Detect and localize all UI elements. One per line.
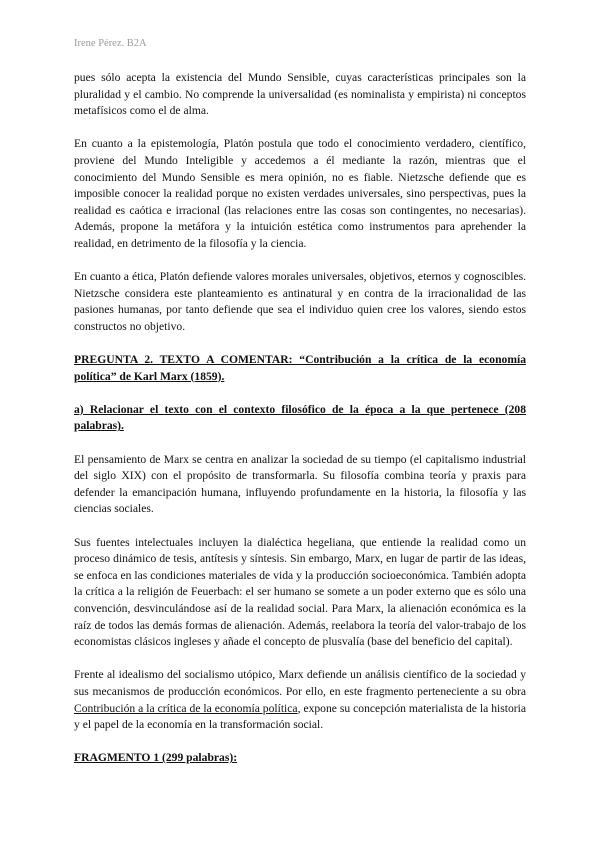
- paragraph-3: En cuanto a ética, Platón defiende valores morales universales, objetivos, eternos y cognoscibles. Nietzsche considera este planteamiento es antinatural y en contra de la irracionalidad de las pasiones humanas, por tanto defiende que sea el individuo quien cree los valores, siendo estos constructos no objetivo.: [74, 270, 526, 333]
- question-heading: PREGUNTA 2. TEXTO A COMENTAR: “Contribución a la crítica de la economía política” de Karl Marx (1859).: [74, 353, 526, 383]
- subquestion-heading: a) Relacionar el texto con el contexto filosófico de la época a la que pertenece (208 palabras).: [74, 402, 526, 433]
- paragraph-2: En cuanto a la epistemología, Platón postula que todo el conocimiento verdadero, científico, proviene del Mundo Inteligible y accedemos a él mediante la razón, mientras que el conocimiento del Mundo Sensible es mera opinión, no es fiable. Nietzsche defiende que es imposible conocer la realidad porque no existen verdades universales, sino perspectivas, pues la realidad es caótica e irracional (las relaciones entre las cosas son contingentes, no necesarias). Además, propone la metáfora y la intuición estética como instrumentos para aprehender la realidad, en detrimento de la filosofía y la ciencia.: [74, 137, 526, 250]
- paragraph-1: pues sólo acepta la existencia del Mundo Sensible, cuyas características principales son la pluralidad y el cambio. No comprende la universalidad (es nominalista y empirista) ni conceptos metafísicos como el de alma.: [74, 71, 526, 118]
- work-title: Contribución a la crítica de la economía política: [74, 701, 298, 715]
- paragraph-6: [74, 667, 526, 733]
- paragraph-6-start: Frente al idealismo del socialismo utópico, Marx defiende un análisis científico de la sociedad y sus mecanismos de producción económicos. Por ello, en este fragmento perteneciente a su obra: [74, 668, 526, 698]
- page-header: Irene Pérez. B2A: [74, 38, 147, 49]
- document-body: [74, 70, 526, 784]
- paragraph-4: El pensamiento de Marx se centra en analizar la sociedad de su tiempo (el capitalismo industrial del siglo XIX) con el propósito de transformarla. Su filosofía combina teoría y praxis para defender la emancipación humana, influyendo profundamente en la historia, la filosofía y las ciencias sociales.: [74, 452, 526, 516]
- paragraph-6-end: , expone su concepción materialista de la historia y el papel de la economía en la transformación social.: [74, 701, 526, 732]
- paragraph-5: Sus fuentes intelectuales incluyen la dialéctica hegeliana, que entiende la realidad como un proceso dinámico de tesis, antítesis y síntesis. Sin embargo, Marx, en lugar de partir de las ideas, se enfoca en las condiciones materiales de vida y la producción socioeconómica. También adopta la crítica a la religión de Feuerbach: el ser humano se somete a un poder externo que es sólo una convención, desvinculándose así de la realidad social. Para Marx, la alienación económica es la raíz de todos las demás formas de alienación. Además, reelabora la teoría del valor-trabajo de los economistas clásicos ingleses y añade el concepto de plusvalía (base del beneficio del capital).: [74, 535, 526, 649]
- fragment-heading: FRAGMENTO 1 (299 palabras):: [74, 751, 238, 765]
